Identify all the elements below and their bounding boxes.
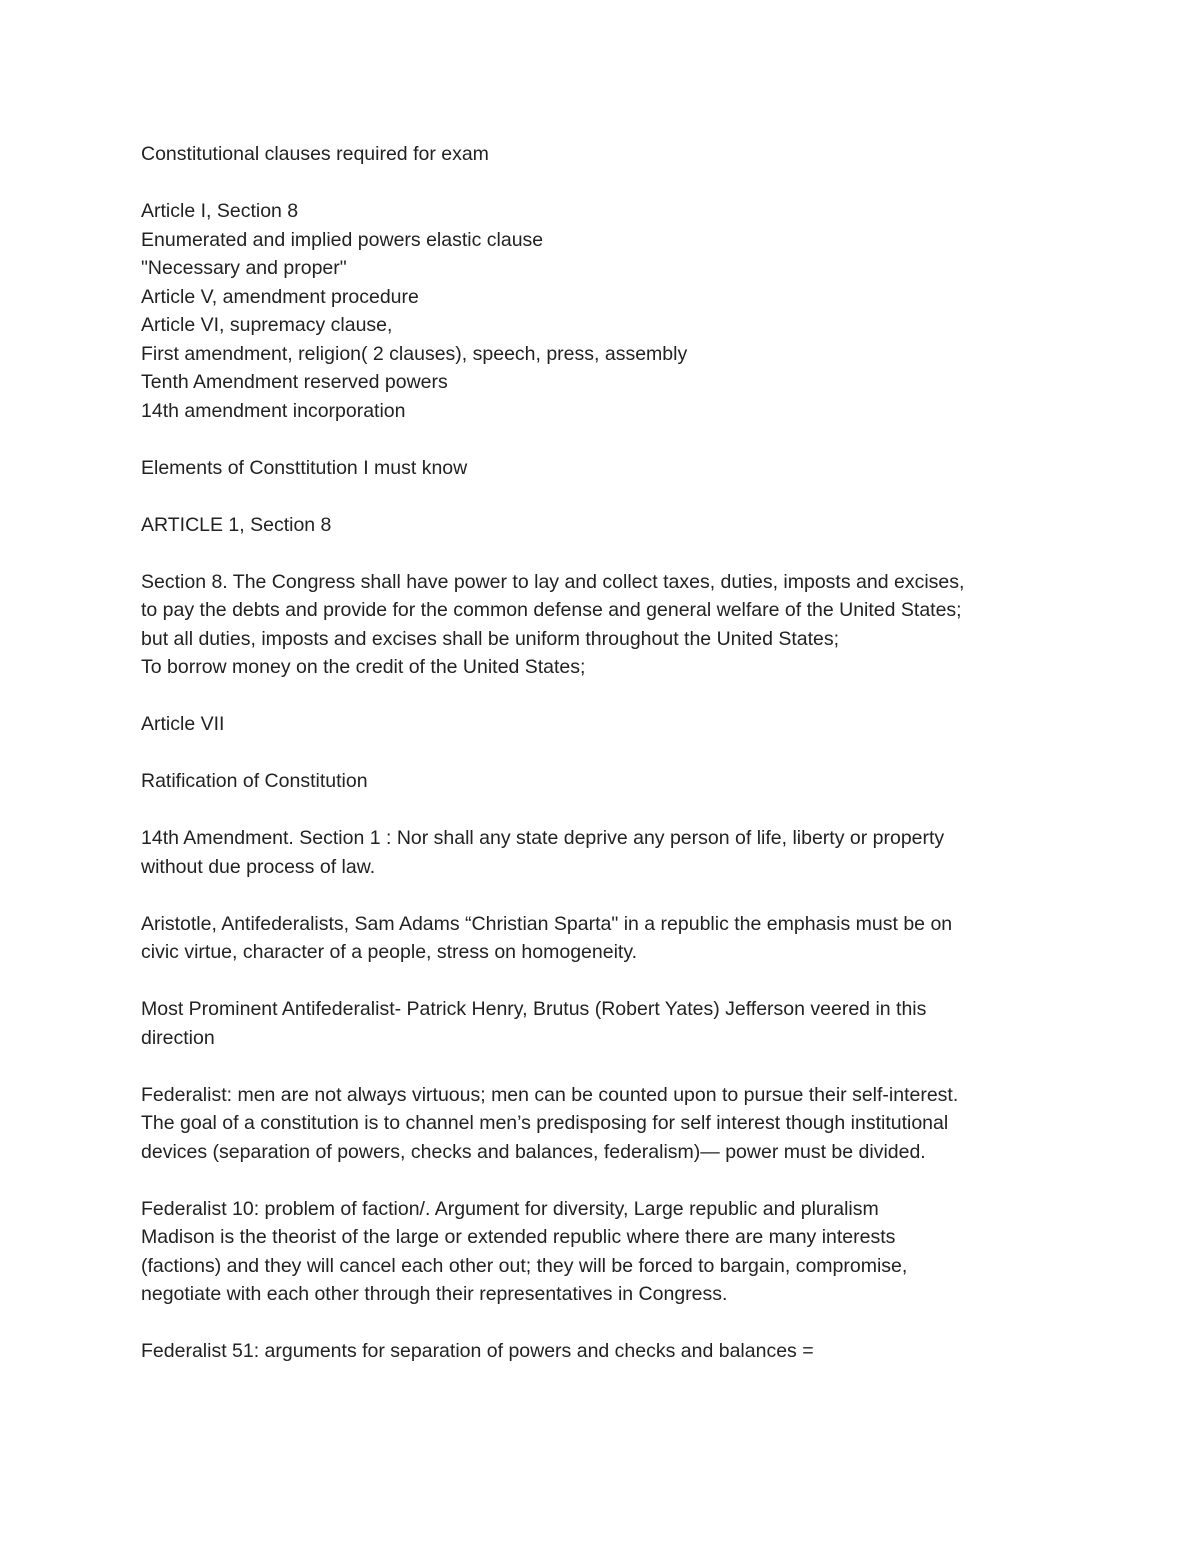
- text-line: To borrow money on the credit of the United States;: [141, 656, 586, 678]
- blank-line: [141, 1166, 1071, 1195]
- blank-line: [141, 739, 1071, 768]
- text-line: First amendment, religion( 2 clauses), speech, press, assembly: [141, 342, 688, 365]
- text-line: Elements of Consttitution I must know: [141, 456, 468, 479]
- text-line: but all duties, imposts and excises shall be uniform throughout the United States;: [141, 627, 840, 650]
- text-line: Ratification of Constitution: [141, 770, 368, 792]
- text-line: "Necessary and proper": [141, 257, 347, 279]
- text-line: civic virtue, character of a people, stress on homogeneity.: [141, 941, 638, 963]
- text-line: Constitutional clauses required for exam: [141, 143, 489, 165]
- blank-line: [141, 796, 1071, 825]
- text-line: to pay the debts and provide for the common defense and general welfare of the United States;: [141, 599, 962, 621]
- text-line: Article VII: [141, 713, 225, 735]
- blank-line: [141, 482, 1071, 511]
- blank-line: [141, 1052, 1071, 1081]
- text-line: Section 8. The Congress shall have power to lay and collect taxes, duties, imposts and excises,: [141, 570, 965, 593]
- blank-line: [141, 539, 1071, 568]
- blank-line: [141, 881, 1071, 910]
- text-line: devices (separation of powers, checks and balances, federalism)— power must be divided.: [141, 1140, 926, 1163]
- text-line: Federalist 51: arguments for separation of powers and checks and balances =: [141, 1340, 814, 1362]
- text-line: 14th Amendment. Section 1 : Nor shall any state deprive any person of life, liberty or property: [141, 827, 945, 849]
- blank-line: [141, 1309, 1071, 1338]
- text-line: negotiate with each other through their representatives in Congress.: [141, 1283, 728, 1305]
- text-line: Enumerated and implied powers elastic clause: [141, 228, 544, 251]
- text-line: Madison is the theorist of the large or extended republic where there are many interests: [141, 1226, 896, 1248]
- text-line: Federalist: men are not always virtuous; men can be counted upon to pursue their self-interest.: [141, 1083, 959, 1106]
- blank-line: [141, 425, 1071, 454]
- text-line: (factions) and they will cancel each other out; they will be forced to bargain, compromise,: [141, 1254, 908, 1277]
- blank-line: [141, 967, 1071, 996]
- text-line: 14th amendment incorporation: [141, 399, 406, 422]
- text-line: direction: [141, 1026, 215, 1049]
- document-body: [141, 140, 1071, 1366]
- text-line: without due process of law.: [141, 855, 376, 878]
- blank-line: [141, 682, 1071, 711]
- text-line: Tenth Amendment reserved powers: [141, 371, 448, 393]
- text-line: Aristotle, Antifederalists, Sam Adams “Christian Sparta" in a republic the emphasis must be on: [141, 912, 953, 935]
- blank-line: [141, 169, 1071, 198]
- text-line: Article V, amendment procedure: [141, 285, 419, 308]
- text-line: Federalist 10: problem of faction/. Argument for diversity, Large republic and pluralism: [141, 1197, 879, 1220]
- text-line: ARTICLE 1, Section 8: [141, 513, 332, 536]
- text-line: Article I, Section 8: [141, 200, 299, 222]
- text-line: The goal of a constitution is to channel men’s predisposing for self interest though institutional: [141, 1112, 949, 1134]
- text-line: Most Prominent Antifederalist- Patrick Henry, Brutus (Robert Yates) Jefferson veered in this: [141, 998, 927, 1020]
- text-line: Article VI, supremacy clause,: [141, 314, 393, 336]
